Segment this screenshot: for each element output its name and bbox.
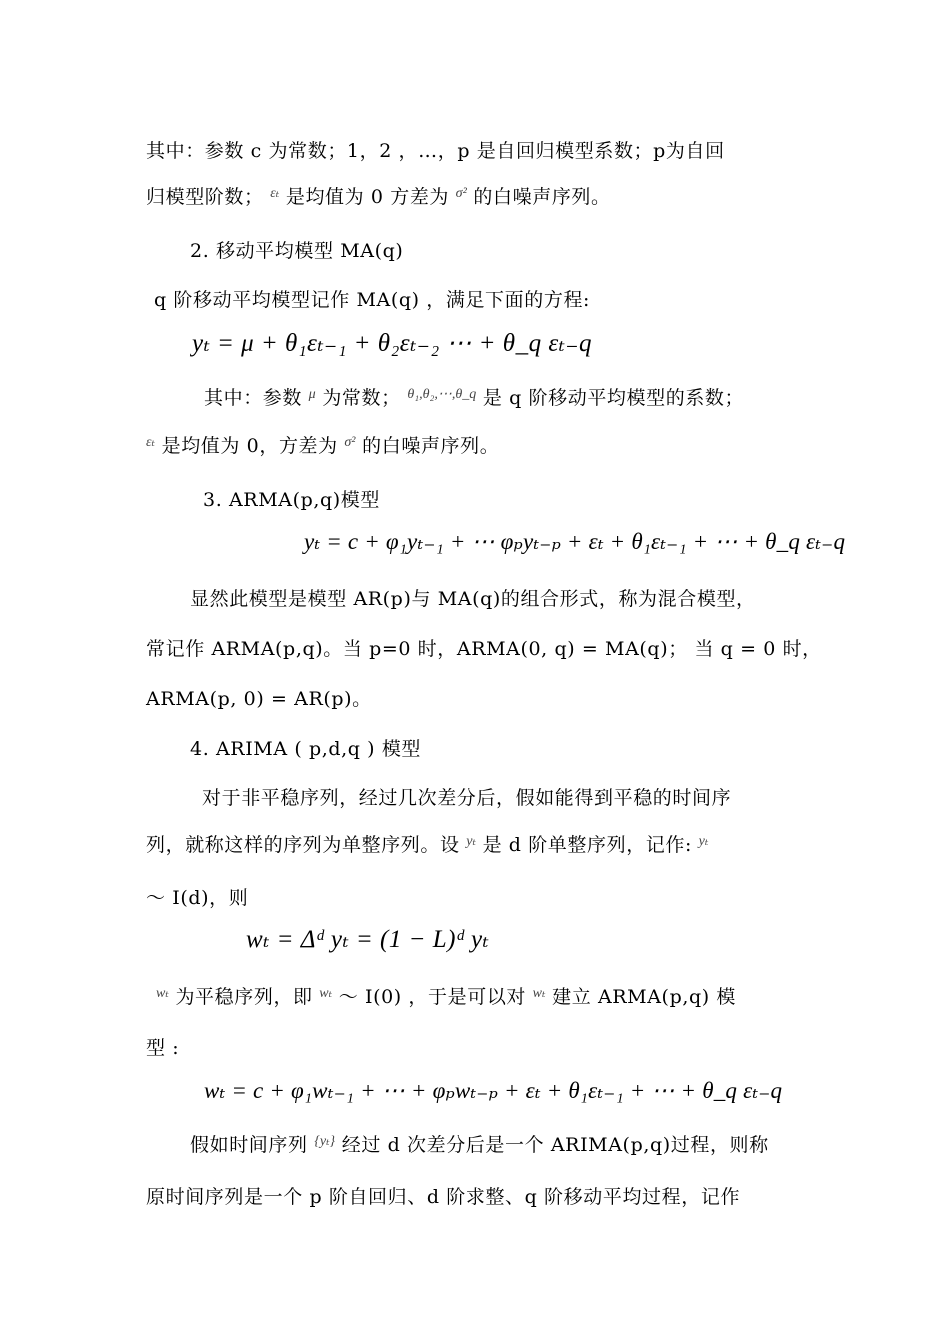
intro-line-2-a: 归模型阶数；	[146, 186, 264, 208]
heading-ma: 2. 移动平均模型 MA(q)	[190, 240, 404, 262]
ma-where2-end: 的白噪声序列。	[362, 435, 500, 457]
arma-equation: yₜ = c + φ₁yₜ₋₁ + ⋯ φₚyₜ₋ₚ + εₜ + θ₁εₜ₋₁ + ⋯ + θ_q εₜ₋q	[304, 529, 846, 554]
intro-line-2	[146, 182, 611, 209]
arima-final-line-1-b: 经过 d 次差分后是一个 ARIMA(p,q)过程，则称	[341, 1134, 769, 1156]
arima-final-line-1	[190, 1130, 769, 1157]
intro-line-2-c: 的白噪声序列。	[473, 186, 611, 208]
arima-final-line-1-a: 假如时间序列	[190, 1134, 308, 1156]
arima-para-line-2-a: 列，就称这样的序列为单整序列。设	[146, 834, 460, 856]
ma-where-line	[204, 383, 744, 410]
y-t-braces-symbol: {yₜ}	[314, 1134, 336, 1149]
ma-description: q 阶移动平均模型记作 MA(q) ，满足下面的方程:	[154, 289, 591, 311]
ma-equation: yₜ = μ + θ₁εₜ₋₁ + θ₂εₜ₋₂ ⋯ + θ_q εₜ₋q	[192, 330, 593, 357]
arima-w-c: 建立 ARMA(p,q) 模	[552, 986, 736, 1008]
intro-line-1: 其中：参数 c 为常数；1，2 ，…，p 是自回归模型系数；p为自回	[146, 140, 725, 162]
ma-where-c: 是 q 阶移动平均模型的系数；	[482, 387, 745, 409]
arima-equation: wₜ = c + φ₁wₜ₋₁ + ⋯ + φₚwₜ₋ₚ + εₜ + θ₁εₜ₋₁ + ⋯ + θ_q εₜ₋q	[204, 1078, 783, 1103]
heading-arima: 4. ARIMA ( p,d,q ) 模型	[190, 738, 422, 760]
theta-list-symbol: θ₁,θ₂,⋯,θ_q	[407, 387, 477, 402]
arma-para-line-2: 常记作 ARMA(p,q)。当 p=0 时，ARMA(0, q) = MA(q)； 当 q = 0 时，	[146, 638, 822, 660]
ma-where-line-2	[146, 431, 499, 458]
arima-para-line-2-b: 是 d 阶单整序列，记作:	[482, 834, 693, 856]
arima-para-line-2	[146, 830, 708, 857]
y-t-symbol: yₜ	[466, 834, 476, 849]
ma-where-a: 其中：参数	[204, 387, 303, 409]
mu-symbol: μ	[308, 387, 316, 402]
w-t-symbol-2: wₜ	[319, 986, 333, 1001]
arima-model-word: 型 :	[146, 1037, 180, 1059]
epsilon-symbol: εₜ	[270, 186, 280, 201]
arima-final-line-2: 原时间序列是一个 p 阶自回归、d 阶求整、q 阶移动平均过程，记作	[146, 1186, 741, 1208]
arima-w-b: ～ I(0) ，于是可以对	[338, 986, 527, 1008]
arima-para-line-1: 对于非平稳序列，经过几次差分后，假如能得到平稳的时间序	[202, 787, 732, 809]
arima-w-line	[156, 982, 736, 1009]
arma-para-line-3: ARMA(p, 0) = AR(p)。	[146, 688, 372, 710]
intro-line-2-b: 是均值为 0 方差为	[285, 186, 450, 208]
w-t-symbol: wₜ	[156, 986, 169, 1001]
sigma-squared-symbol: σ²	[455, 186, 467, 201]
w-t-symbol-3: wₜ	[532, 986, 546, 1001]
arma-para-line-1: 显然此模型是模型 AR(p)与 MA(q)的组合形式，称为混合模型，	[190, 588, 756, 610]
ma-where-b: 为常数；	[322, 387, 401, 409]
arima-diff-equation: wₜ = Δᵈ yₜ = (1 − L)ᵈ yₜ	[246, 926, 490, 953]
y-t-symbol-2: yₜ	[698, 834, 709, 849]
sigma-squared-symbol-2: σ²	[344, 435, 356, 450]
arima-para-line-3: ～ I(d)，则	[146, 887, 249, 909]
heading-arma: 3. ARMA(p,q)模型	[203, 489, 380, 511]
ma-where2-text: 是均值为 0，方差为	[161, 435, 338, 457]
epsilon-symbol-2: εₜ	[146, 435, 155, 450]
arima-w-a: 为平稳序列，即	[175, 986, 313, 1008]
